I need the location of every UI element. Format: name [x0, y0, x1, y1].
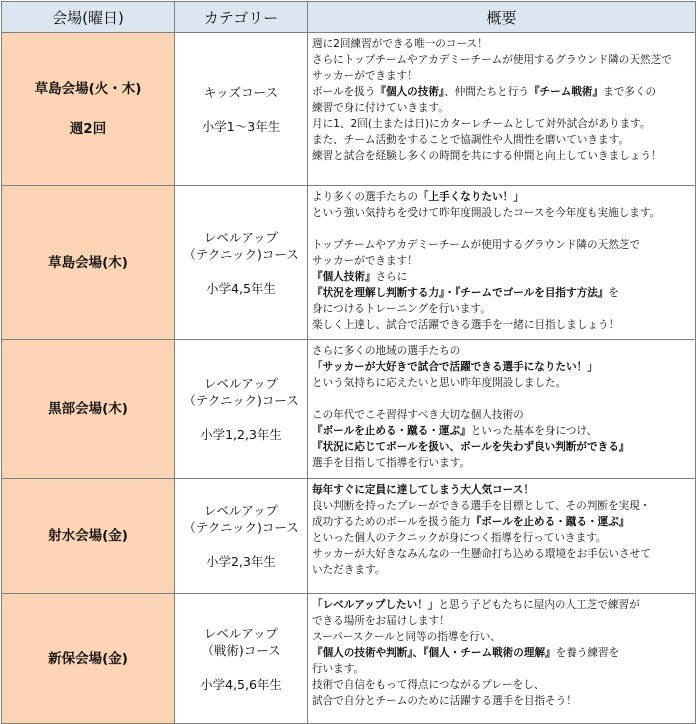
- overview-line: [312, 205, 691, 221]
- overview-text: さらに: [375, 271, 408, 283]
- venue-cell: [2, 33, 175, 186]
- overview-text: といった基本を身につけ、: [470, 425, 598, 437]
- overview-line: [312, 423, 691, 439]
- overview-text: まで多くの: [603, 86, 657, 98]
- grade-range: 小学4,5年生: [206, 280, 276, 296]
- overview-text: 、仲間たちと行う: [444, 86, 529, 98]
- overview-line: [312, 562, 691, 578]
- overview-line: [312, 221, 691, 237]
- overview-text: 月に1、2回(土または日)にカターレチームとして対外試合があります。: [312, 118, 651, 130]
- overview-line: [312, 343, 691, 359]
- overview-text: さらに多くの地域の選手たちの: [312, 345, 461, 357]
- overview-line: [312, 36, 691, 52]
- overview-text: 練習で身に付けていきます。: [312, 102, 449, 114]
- category-label: レベルアップ: [203, 229, 279, 245]
- category-cell: [175, 594, 308, 724]
- overview-emphasis: 『個人の技術や判断』、『個人・チーム戦術の理解』: [312, 647, 556, 659]
- category-cell: [175, 479, 308, 594]
- venue-name: 黒部会場(木): [48, 401, 128, 417]
- overview-text: 週に2回練習ができる唯一のコース！: [312, 38, 488, 50]
- overview-emphasis: 『チーム戦術』: [528, 86, 604, 98]
- overview-line: [312, 498, 691, 514]
- table-row: [2, 33, 696, 186]
- overview-emphasis: 毎年すぐに定員に達してしまう大人気コース！: [312, 484, 534, 496]
- overview-emphasis: 『状況に応じてボールを扱い、ボールを失わず良い判断ができる』: [312, 441, 630, 453]
- overview-emphasis: 『状況を理解し判断する力』・『チームでゴールを目指す方法』: [312, 287, 609, 299]
- overview-line: [312, 84, 691, 100]
- overview-line: [312, 301, 691, 317]
- overview-emphasis: 「上手くなりたい！」: [417, 191, 524, 203]
- grade-range: 小学1,2,3年生: [200, 427, 282, 442]
- table-row: [2, 340, 696, 479]
- overview-line: [312, 677, 691, 693]
- overview-cell: [308, 186, 696, 340]
- overview-text: ボールを扱う: [312, 86, 376, 98]
- header-category: カテゴリー: [175, 2, 308, 33]
- grade-range: 小学1～3年生: [201, 118, 281, 134]
- category-cell: [175, 340, 308, 479]
- venue-name: 草島会場(木): [48, 254, 128, 271]
- overview-line: [312, 645, 691, 661]
- overview-line: [312, 530, 691, 546]
- overview-emphasis: 「レベルアップしたい！」: [312, 599, 439, 611]
- overview-line: [312, 455, 691, 471]
- overview-cell: [308, 33, 696, 186]
- overview-line: [312, 237, 691, 253]
- overview-text: より多くの選手たちの: [312, 191, 418, 203]
- overview-line: [312, 629, 691, 645]
- overview-text: さらにトップチームやアカデミーチームが使用するグラウンド隣の天然芝で: [312, 54, 672, 66]
- table-row: [2, 479, 696, 594]
- grade-range: 小学2,3年生: [206, 554, 276, 569]
- overview-text: 成功するためのボールを扱う能力: [312, 516, 471, 528]
- category-label: レベルアップ: [203, 625, 279, 641]
- overview-line: [312, 100, 691, 116]
- overview-emphasis: 『個人の技術』: [375, 86, 445, 98]
- overview-text: サッカーができます！: [312, 255, 418, 267]
- overview-text: 試合で自分とチームのために活躍する選手を目指そう！: [312, 695, 577, 707]
- overview-text: スーパースクールと同等の指導を行い、: [312, 631, 501, 643]
- grade-range: 小学4,5,6年生: [200, 676, 282, 692]
- venue-cell: [2, 186, 175, 340]
- overview-text: と思う子どもたちに屋内の人工芝で練習が: [438, 599, 640, 611]
- overview-text: いただきます。: [312, 564, 386, 576]
- overview-text: 身につけるトレーニングを行います。: [312, 303, 491, 315]
- overview-text: といった個人のテクニックが身につく指導を行っていきます。: [312, 532, 607, 544]
- category-label: レベルアップ: [203, 376, 279, 391]
- overview-text: できる場所をお届けします！: [312, 615, 450, 627]
- overview-line: [312, 132, 691, 148]
- venue-name: 射水会場(金): [48, 528, 128, 544]
- venue-frequency: 週2回: [69, 121, 107, 137]
- overview-line: [312, 482, 691, 498]
- overview-line: [312, 148, 691, 164]
- overview-emphasis: 『個人技術』: [312, 271, 376, 283]
- overview-text: 行います。: [312, 663, 365, 675]
- overview-line: [312, 68, 691, 84]
- overview-emphasis: 『ボールを止める・蹴る・運ぶ』: [470, 516, 630, 528]
- overview-line: [312, 189, 691, 205]
- overview-line: [312, 693, 691, 709]
- overview-line: [312, 52, 691, 68]
- table-row: [2, 186, 696, 340]
- overview-line: [312, 359, 691, 375]
- category-label: （テクニック)コース: [183, 246, 299, 262]
- overview-line: [312, 116, 691, 132]
- category-label: キッズコース: [203, 84, 279, 100]
- overview-line: [312, 317, 691, 333]
- overview-text: 楽しく上達し、試合で活躍できる選手を一緒に目指しましょう！: [312, 319, 620, 331]
- overview-text: 技術で自信をもって得点につながるプレーをし、: [312, 679, 545, 691]
- overview-line: [312, 407, 691, 423]
- overview-text: 選手を目指して指導を行います。: [312, 457, 471, 469]
- venue-name: 新保会場(金): [48, 650, 128, 667]
- venue-cell: [2, 594, 175, 724]
- category-label: （テクニック)コース: [183, 520, 299, 535]
- overview-line: [312, 661, 691, 677]
- overview-text: を: [608, 287, 619, 299]
- overview-line: [312, 439, 691, 455]
- category-cell: [175, 33, 308, 186]
- header-venue: 会場(曜日): [2, 2, 175, 33]
- overview-line: [312, 613, 691, 629]
- overview-text: この年代でこそ習得すべき大切な個人技術の: [312, 409, 524, 421]
- venue-cell: [2, 479, 175, 594]
- header-overview: 概要: [308, 2, 696, 33]
- overview-text: また、チーム活動をすることで協調性や人間性を磨いていきます。: [312, 134, 629, 146]
- overview-line: [312, 546, 691, 562]
- overview-text: という強い気持ちを受けて昨年度開設したコースを今年度も実施します。: [312, 207, 661, 219]
- overview-line: [312, 269, 691, 285]
- overview-text: 練習と試合を経験し多くの時間を共にする仲間と向上していきましょう！: [312, 150, 662, 162]
- table-row: [2, 594, 696, 724]
- overview-line: [312, 375, 691, 391]
- overview-text: 良い判断を持ったプレーができる選手を目標として、その判断を実現・: [312, 500, 651, 512]
- category-label: レベルアップ: [203, 503, 279, 518]
- category-label: （戦術)コース: [201, 642, 281, 658]
- overview-emphasis: 「サッカーが大好きで試合で活躍できる選手になりたい！」: [312, 361, 598, 373]
- overview-text: トップチームやアカデミーチームが使用するグラウンド隣の天然芝で: [312, 239, 640, 251]
- overview-text: サッカーができます！: [312, 70, 418, 82]
- overview-emphasis: 『ボールを止める・蹴る・運ぶ』: [312, 425, 471, 437]
- category-label: （テクニック)コース: [183, 393, 299, 408]
- overview-line: [312, 597, 691, 613]
- category-cell: [175, 186, 308, 340]
- venue-name: 草島会場(火・木): [34, 81, 142, 97]
- overview-cell: [308, 594, 696, 724]
- overview-text: サッカーが大好きなみんなの一生懸命打ち込める環境をお手伝いさせて: [312, 548, 651, 560]
- overview-text: を養う練習を: [555, 647, 620, 659]
- overview-line: [312, 391, 691, 407]
- overview-line: [312, 514, 691, 530]
- overview-cell: [308, 340, 696, 479]
- course-schedule-table: [1, 1, 696, 724]
- overview-line: [312, 253, 691, 269]
- overview-cell: [308, 479, 696, 594]
- overview-line: [312, 285, 691, 301]
- table-header-row: [2, 2, 696, 33]
- venue-cell: [2, 340, 175, 479]
- overview-text: という気持ちに応えたいと思い昨年度開設しました。: [312, 377, 567, 389]
